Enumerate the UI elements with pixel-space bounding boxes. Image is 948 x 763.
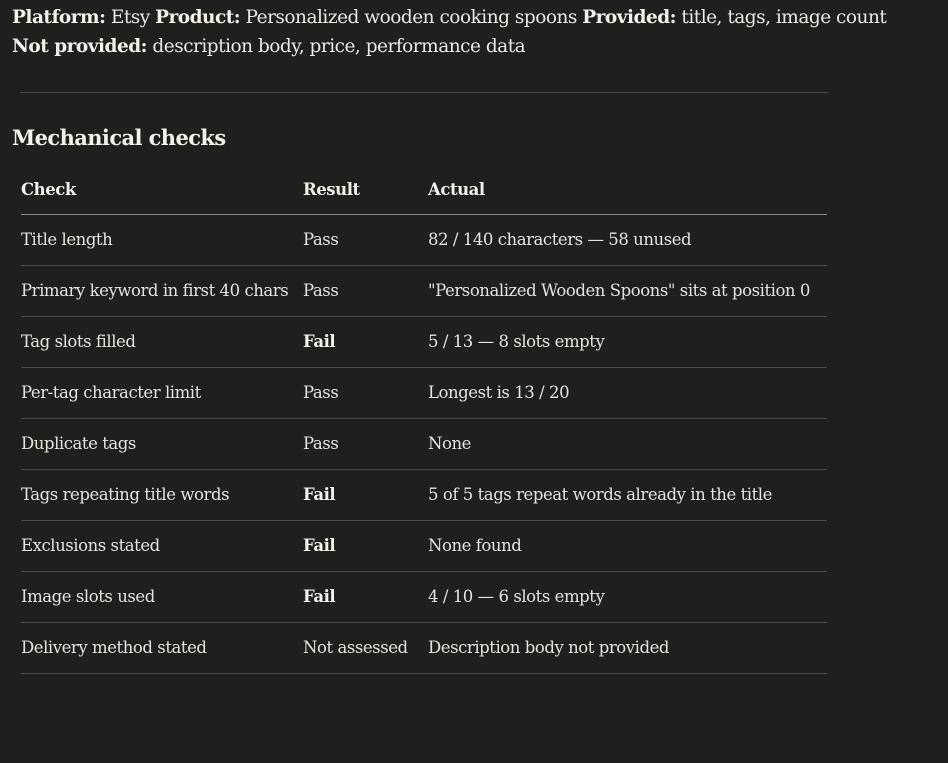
platform-label: Platform: xyxy=(12,7,106,28)
not-provided-value: description body, price, performance data xyxy=(152,36,526,57)
cell-result: Fail xyxy=(303,317,428,368)
cell-check: Delivery method stated xyxy=(21,623,303,674)
platform-value: Etsy xyxy=(110,7,150,28)
cell-check: Image slots used xyxy=(21,572,303,623)
column-header-check: Check xyxy=(21,165,303,215)
table-row xyxy=(21,572,827,623)
product-value: Personalized wooden cooking spoons xyxy=(245,7,577,28)
provided-label: Provided: xyxy=(582,7,677,28)
table-row xyxy=(21,521,827,572)
table-row xyxy=(21,419,827,470)
cell-result: Fail xyxy=(303,521,428,572)
section-divider xyxy=(20,92,829,93)
cell-result: Not assessed xyxy=(303,623,428,674)
table-row xyxy=(21,317,827,368)
cell-actual: 82 / 140 characters — 58 unused xyxy=(428,215,827,266)
column-header-actual: Actual xyxy=(428,165,827,215)
cell-check: Per-tag character limit xyxy=(21,368,303,419)
cell-check: Tag slots filled xyxy=(21,317,303,368)
column-header-result: Result xyxy=(303,165,428,215)
table-row xyxy=(21,215,827,266)
table-row xyxy=(21,623,827,674)
cell-check: Exclusions stated xyxy=(21,521,303,572)
mechanical-checks-table xyxy=(21,165,827,674)
cell-check: Duplicate tags xyxy=(21,419,303,470)
table-row xyxy=(21,470,827,521)
cell-check: Tags repeating title words xyxy=(21,470,303,521)
listing-summary xyxy=(12,3,892,61)
cell-result: Fail xyxy=(303,572,428,623)
cell-check: Primary keyword in first 40 chars xyxy=(21,266,303,317)
cell-check: Title length xyxy=(21,215,303,266)
not-provided-label: Not provided: xyxy=(12,36,148,57)
cell-actual: Description body not provided xyxy=(428,623,827,674)
cell-actual: None found xyxy=(428,521,827,572)
cell-result: Pass xyxy=(303,419,428,470)
cell-actual: 5 of 5 tags repeat words already in the title xyxy=(428,470,827,521)
cell-actual: 4 / 10 — 6 slots empty xyxy=(428,572,827,623)
product-label: Product: xyxy=(155,7,241,28)
section-heading: Mechanical checks xyxy=(12,125,226,150)
cell-actual: "Personalized Wooden Spoons" sits at position 0 xyxy=(428,266,827,317)
cell-result: Pass xyxy=(303,215,428,266)
cell-result: Pass xyxy=(303,368,428,419)
provided-value: title, tags, image count xyxy=(681,7,887,28)
cell-actual: 5 / 13 — 8 slots empty xyxy=(428,317,827,368)
cell-result: Pass xyxy=(303,266,428,317)
table-row xyxy=(21,266,827,317)
table-header-row xyxy=(21,165,827,215)
cell-result: Fail xyxy=(303,470,428,521)
table-row xyxy=(21,368,827,419)
cell-actual: Longest is 13 / 20 xyxy=(428,368,827,419)
cell-actual: None xyxy=(428,419,827,470)
